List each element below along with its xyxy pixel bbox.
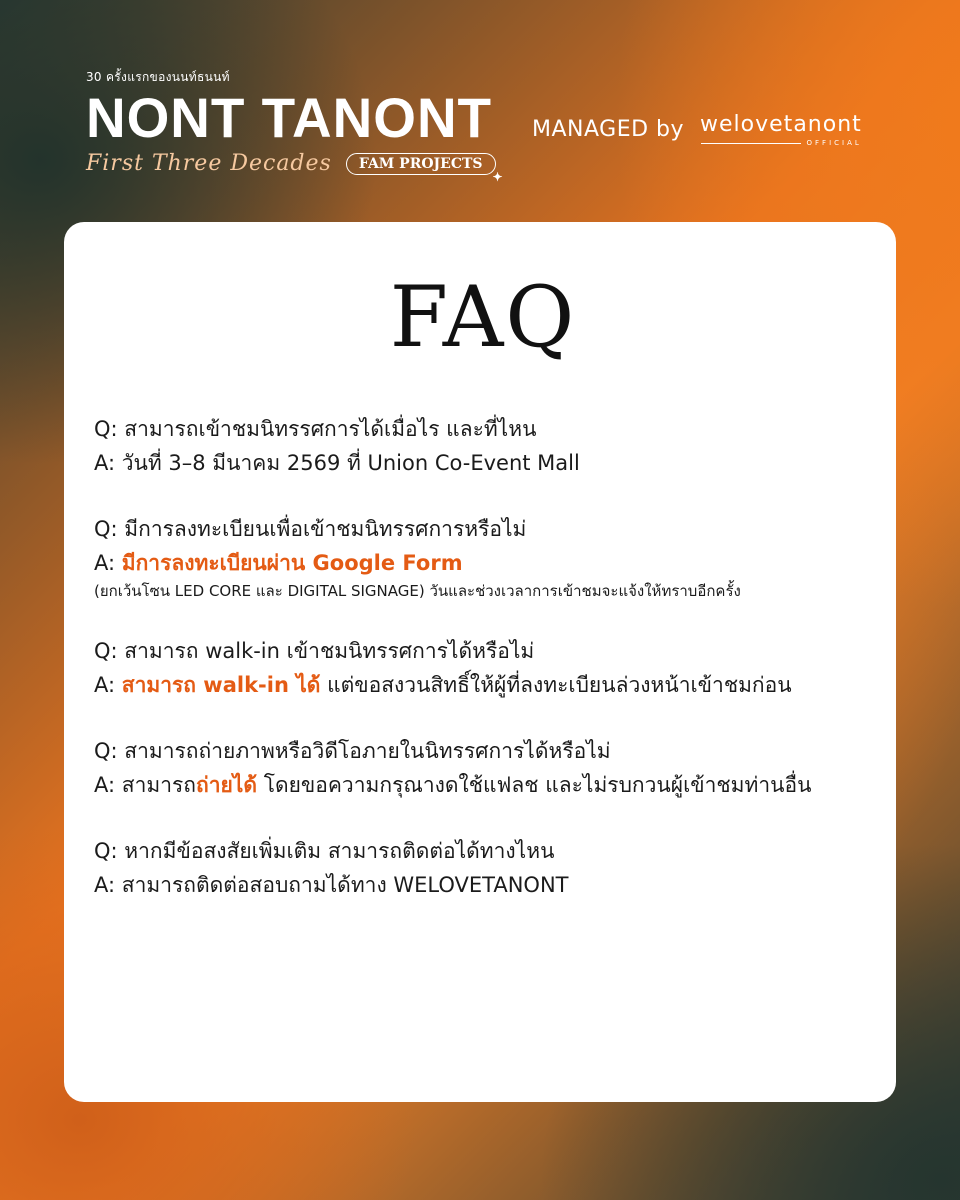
managed-by-label: MANAGED by [532,117,685,142]
faq-item [94,834,872,902]
welovetanont-underline [701,139,862,147]
faq-question: Q: สามารถเข้าชมนิทรรศการได้เมื่อไร และที่ไหน [94,417,537,441]
faq-item [94,734,872,802]
faq-answer-highlight: มีการลงทะเบียนผ่าน Google Form [121,551,463,575]
faq-item [94,634,872,702]
logo-rule [701,143,801,144]
faq-answer-text: A: สามารถ [94,773,196,797]
faq-answer-highlight: สามารถ walk-in ได้ [121,673,321,697]
faq-question: Q: มีการลงทะเบียนเพื่อเข้าชมนิทรรศการหรือไม่ [94,517,527,541]
faq-answer-suffix: แต่ขอสงวนสิทธิ์ให้ผู้ที่ลงทะเบียนล่วงหน้าเข้าชมก่อน [320,673,792,697]
faq-answer [94,768,872,802]
brand-logo [86,68,503,184]
faq-answer [94,446,872,480]
faq-answer-text: A: วันที่ 3–8 มีนาคม 2569 ที่ Union Co-Event Mall [94,451,580,475]
brand-script-text: First Three Decades [86,151,332,176]
faq-title: FAQ [389,268,577,366]
faq-question: Q: สามารถ walk-in เข้าชมนิทรรศการได้หรือไม่ [94,639,535,663]
brand-tagline-row [86,151,503,184]
fam-projects-label: FAM PROJECTS [358,155,483,172]
faq-answer [94,546,872,580]
welovetanont-logo [700,112,862,147]
welovetanont-wordmark: welovetanont [700,112,862,137]
faq-question: Q: หากมีข้อสงสัยเพิ่มเติม สามารถติดต่อได้ทางไหน [94,839,555,863]
sparkle-icon: ✦ [492,169,503,184]
faq-question: Q: สามารถถ่ายภาพหรือวิดีโอภายในนิทรรศการได้หรือไม่ [94,739,611,763]
faq-card [64,222,896,1102]
faq-answer-highlight: ถ่ายได้ [196,773,258,797]
faq-item [94,512,872,602]
welovetanont-official: OFFICIAL [806,139,862,147]
faq-answer-suffix: โดยขอความกรุณางดใช้แฟลช และไม่รบกวนผู้เข้าชมท่านอื่น [257,773,812,797]
brand-subtitle-thai: 30 ครั้งแรกของนนท์ธนนท์ [86,70,230,84]
brand-title: NONT TANONT [86,86,493,149]
faq-answer-text: A: [94,551,122,575]
fam-projects-badge [346,153,503,184]
faq-answer-note: (ยกเว้นโซน LED CORE และ DIGITAL SIGNAGE) วันและช่วงเวลาการเข้าชมจะแจ้งให้ทราบอีกครั้ง [94,582,741,600]
faq-answer-text: A: [94,673,122,697]
faq-answer [94,868,872,902]
managed-by-block [532,112,862,147]
faq-answer [94,668,872,702]
faq-item [94,412,872,480]
faq-answer-text: A: สามารถติดต่อสอบถามได้ทาง WELOVETANONT [94,873,569,897]
